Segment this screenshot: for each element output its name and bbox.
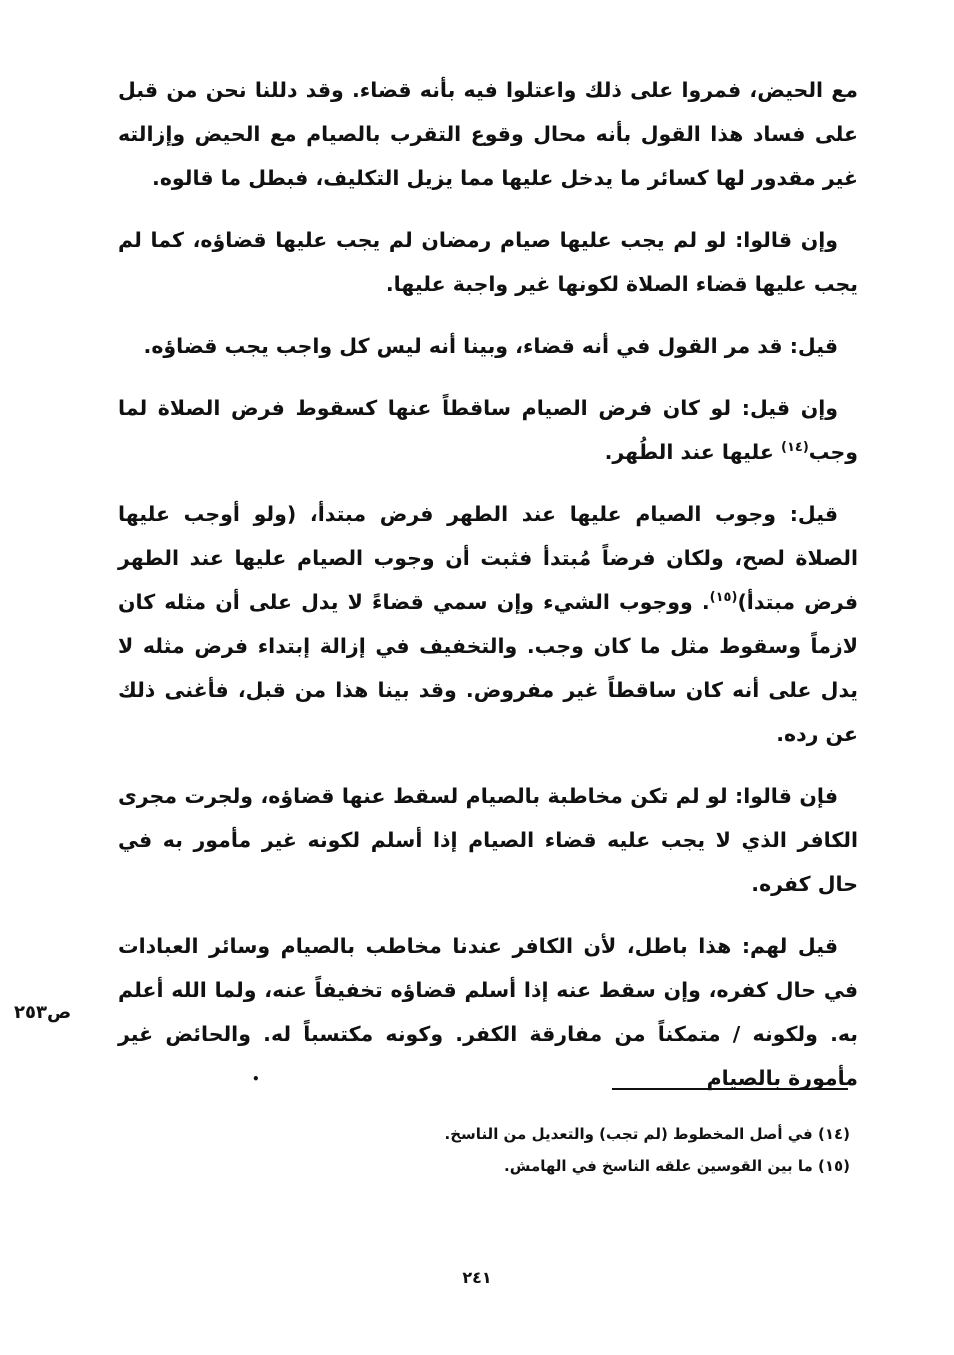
footnote-ref-15: (١٥) [709, 590, 738, 606]
paragraph-5 [118, 492, 858, 756]
footnote-separator [612, 1088, 848, 1090]
footnote-15: (١٥) ما بين القوسين علقه الناسخ في الهامش. [504, 1157, 850, 1175]
footnote-ref-14: (١٤) [781, 440, 809, 456]
paragraph-5-tail: . ووجوب الشيء وإن سمي قضاءً لا يدل على أن مثله كان لازماً وسقوط مثل ما كان وجب. والتخفيف في إزالة إبتداء فرض مثله لا يدل على أنه كان ساقطاً غير مفروض. وقد بينا هذا من قبل، فأغنى ذلك عن رده. [118, 590, 858, 746]
footnotes-block [250, 1118, 850, 1182]
paragraph-3: قيل: قد مر القول في أنه قضاء، وبينا أنه ليس كل واجب يجب قضاؤه. [143, 334, 838, 358]
paragraph-1: مع الحيض، فمروا على ذلك واعتلوا فيه بأنه قضاء. وقد دللنا نحن من قبل على فساد هذا القول بأنه محال وقوع التقرب بالصيام مع الحيض وإزالته غير مقدور لها كسائر ما يدخل عليها مما يزيل التكليف، فبطل ما قالوه. [118, 78, 858, 190]
paragraph-2: وإن قالوا: لو لم يجب عليها صيام رمضان لم يجب عليها قضاؤه، كما لم يجب عليها قضاء الصلاة لكونها غير واجبة عليها. [118, 228, 858, 296]
paragraph-7: قيل لهم: هذا باطل، لأن الكافر عندنا مخاطب بالصيام وسائر العبادات في حال كفره، وإن سقط عنه إذا أسلم قضاؤه تخفيفاً عنه، ولما الله أعلم به. ولكونه / متمكناً من مفارقة الكفر. وكونه مكتسباً له. والحائض غير مأمورة بالصيام [118, 934, 858, 1090]
paragraph-4-tail: عليها عند الطُهر. [604, 440, 774, 464]
ink-speck: • [252, 1072, 260, 1086]
paragraph-4-text: وإن قيل: لو كان فرض الصيام ساقطاً عنها كسقوط فرض الصلاة لما وجب [118, 396, 858, 464]
manuscript-page-marker: ص٢٥٣ [14, 1002, 72, 1023]
paragraph-5-text: قيل: وجوب الصيام عليها عند الطهر فرض مبتدأ، (ولو أوجب عليها الصلاة لصح، ولكان فرضاً مُبتدأ فثبت أن وجوب الصيام عليها عند الطهر فرض مبتدأ) [118, 502, 858, 614]
footnote-14: (١٤) في أصل المخطوط (لم تجب) والتعديل من الناسخ. [444, 1125, 850, 1143]
main-text-block [118, 68, 858, 1118]
paragraph-4 [118, 386, 858, 474]
page-number: ٢٤١ [462, 1268, 492, 1287]
paragraph-6: فإن قالوا: لو لم تكن مخاطبة بالصيام لسقط عنها قضاؤه، ولجرت مجرى الكافر الذي لا يجب عليه قضاء الصيام إذا أسلم لكونه غير مأمور به في حال كفره. [118, 784, 858, 896]
